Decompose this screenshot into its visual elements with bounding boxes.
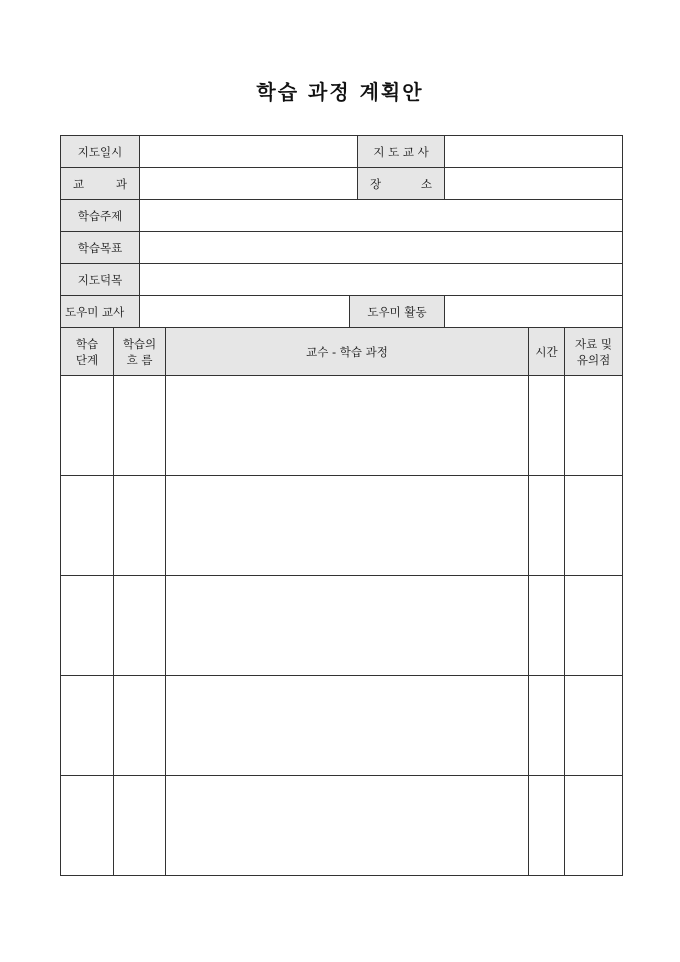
label-assistant-teacher: 도우미 교사 xyxy=(61,296,140,328)
cell-process[interactable] xyxy=(166,776,529,876)
row-objective xyxy=(61,232,623,264)
cell-stage[interactable] xyxy=(61,576,114,676)
cell-flow[interactable] xyxy=(114,676,166,776)
header-learning-flow xyxy=(114,328,166,376)
row-assistant xyxy=(61,296,623,328)
header-learning-stage-line2: 단계 xyxy=(75,352,99,367)
cell-materials[interactable] xyxy=(565,376,623,476)
field-place[interactable] xyxy=(445,168,623,200)
row-subject-place xyxy=(61,168,623,200)
cell-time[interactable] xyxy=(529,676,565,776)
field-guidance-teacher[interactable] xyxy=(445,136,623,168)
cell-time[interactable] xyxy=(529,376,565,476)
cell-flow[interactable] xyxy=(114,776,166,876)
row-topic xyxy=(61,200,623,232)
cell-process[interactable] xyxy=(166,376,529,476)
lesson-plan-table xyxy=(60,135,623,876)
cell-process[interactable] xyxy=(166,476,529,576)
header-teaching-process: 교수 - 학습 과정 xyxy=(166,328,529,376)
field-guidance-date[interactable] xyxy=(140,136,358,168)
row-date-teacher xyxy=(61,136,623,168)
cell-process[interactable] xyxy=(166,676,529,776)
label-place-left: 장 xyxy=(370,176,382,191)
cell-stage[interactable] xyxy=(61,376,114,476)
table-row xyxy=(61,676,623,776)
field-virtue[interactable] xyxy=(140,264,623,296)
table-row xyxy=(61,376,623,476)
header-learning-stage xyxy=(61,328,114,376)
cell-stage[interactable] xyxy=(61,676,114,776)
header-learning-flow-line1: 학습의 xyxy=(122,336,157,351)
label-guidance-date: 지도일시 xyxy=(61,136,140,168)
field-assistant-activity[interactable] xyxy=(445,296,623,328)
cell-materials[interactable] xyxy=(565,576,623,676)
field-objective[interactable] xyxy=(140,232,623,264)
cell-flow[interactable] xyxy=(114,376,166,476)
document-title: 학습 과정 계획안 xyxy=(256,80,424,104)
cell-materials[interactable] xyxy=(565,776,623,876)
label-subject-right: 과 xyxy=(115,176,127,191)
cell-time[interactable] xyxy=(529,576,565,676)
table-row xyxy=(61,576,623,676)
label-virtue: 지도덕목 xyxy=(61,264,140,296)
label-topic: 학습주제 xyxy=(61,200,140,232)
field-assistant-teacher[interactable] xyxy=(140,296,350,328)
header-time: 시간 xyxy=(529,328,565,376)
row-virtue xyxy=(61,264,623,296)
row-column-headers xyxy=(61,328,623,376)
label-objective: 학습목표 xyxy=(61,232,140,264)
cell-stage[interactable] xyxy=(61,776,114,876)
cell-flow[interactable] xyxy=(114,576,166,676)
cell-time[interactable] xyxy=(529,476,565,576)
label-subject xyxy=(61,168,140,200)
table-row xyxy=(61,476,623,576)
cell-process[interactable] xyxy=(166,576,529,676)
cell-materials[interactable] xyxy=(565,476,623,576)
label-place xyxy=(358,168,445,200)
header-learning-stage-line1: 학습 xyxy=(75,336,99,351)
header-learning-flow-line2: 흐 름 xyxy=(126,352,153,367)
field-topic[interactable] xyxy=(140,200,623,232)
header-materials-line2: 유의점 xyxy=(576,352,611,367)
cell-stage[interactable] xyxy=(61,476,114,576)
label-assistant-activity: 도우미 활동 xyxy=(350,296,445,328)
header-materials-line1: 자료 및 xyxy=(575,336,613,351)
cell-materials[interactable] xyxy=(565,676,623,776)
cell-flow[interactable] xyxy=(114,476,166,576)
header-materials xyxy=(565,328,623,376)
label-subject-left: 교 xyxy=(73,176,85,191)
label-place-right: 소 xyxy=(420,176,433,191)
table-row xyxy=(61,776,623,876)
cell-time[interactable] xyxy=(529,776,565,876)
label-guidance-teacher: 지 도 교 사 xyxy=(358,136,445,168)
field-subject[interactable] xyxy=(140,168,358,200)
